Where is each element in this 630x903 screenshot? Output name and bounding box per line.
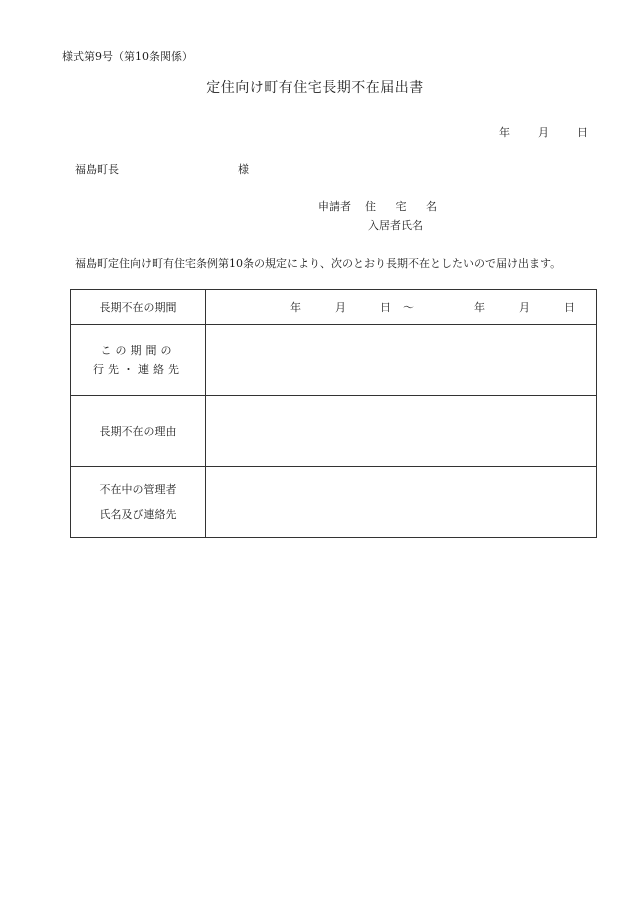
document-title: 定住向け町有住宅長期不在届出書	[206, 80, 424, 96]
destination-label	[71, 325, 206, 396]
period-row	[71, 290, 597, 325]
manager-row	[71, 467, 597, 538]
destination-row	[71, 325, 597, 396]
manager-label-line1: 不在中の管理者	[99, 483, 177, 496]
reason-row	[71, 396, 597, 467]
submission-date	[499, 124, 588, 140]
manager-value-cell[interactable]	[206, 467, 597, 538]
reason-value-cell[interactable]	[206, 396, 597, 467]
addressee-name: 福島町長	[75, 163, 119, 176]
destination-label-line2: 行先・連絡先	[93, 363, 183, 376]
declaration-statement: 福島町定住向け町有住宅条例第10条の規定により、次のとおり長期不在としたいので届け出ます。	[75, 257, 562, 270]
housing-name-label: 住 宅 名	[365, 200, 445, 213]
period-end-month: 月	[519, 301, 530, 314]
period-start-day: 日	[380, 301, 391, 314]
period-start-month: 月	[335, 301, 346, 314]
destination-label-line1: この期間の	[100, 344, 176, 357]
reason-label: 長期不在の理由	[71, 396, 206, 467]
period-start-year: 年	[290, 301, 301, 314]
period-value-cell[interactable]	[206, 290, 597, 325]
resident-name-label: 入居者氏名	[368, 219, 423, 232]
period-label: 長期不在の期間	[71, 290, 206, 325]
form-code: 様式第9号（第10条関係）	[62, 50, 193, 63]
period-end-day: 日	[564, 301, 575, 314]
applicant-label: 申請者	[318, 200, 351, 213]
period-tilde: ～	[403, 301, 414, 314]
date-day-label: 日	[577, 126, 588, 139]
addressee-honorific: 様	[238, 163, 249, 176]
date-year-label: 年	[499, 126, 510, 139]
destination-value-cell[interactable]	[206, 325, 597, 396]
manager-label	[71, 467, 206, 538]
manager-label-line2: 氏名及び連絡先	[99, 508, 177, 521]
date-month-label: 月	[538, 126, 549, 139]
period-end-year: 年	[474, 301, 485, 314]
absence-form-table	[70, 289, 597, 538]
